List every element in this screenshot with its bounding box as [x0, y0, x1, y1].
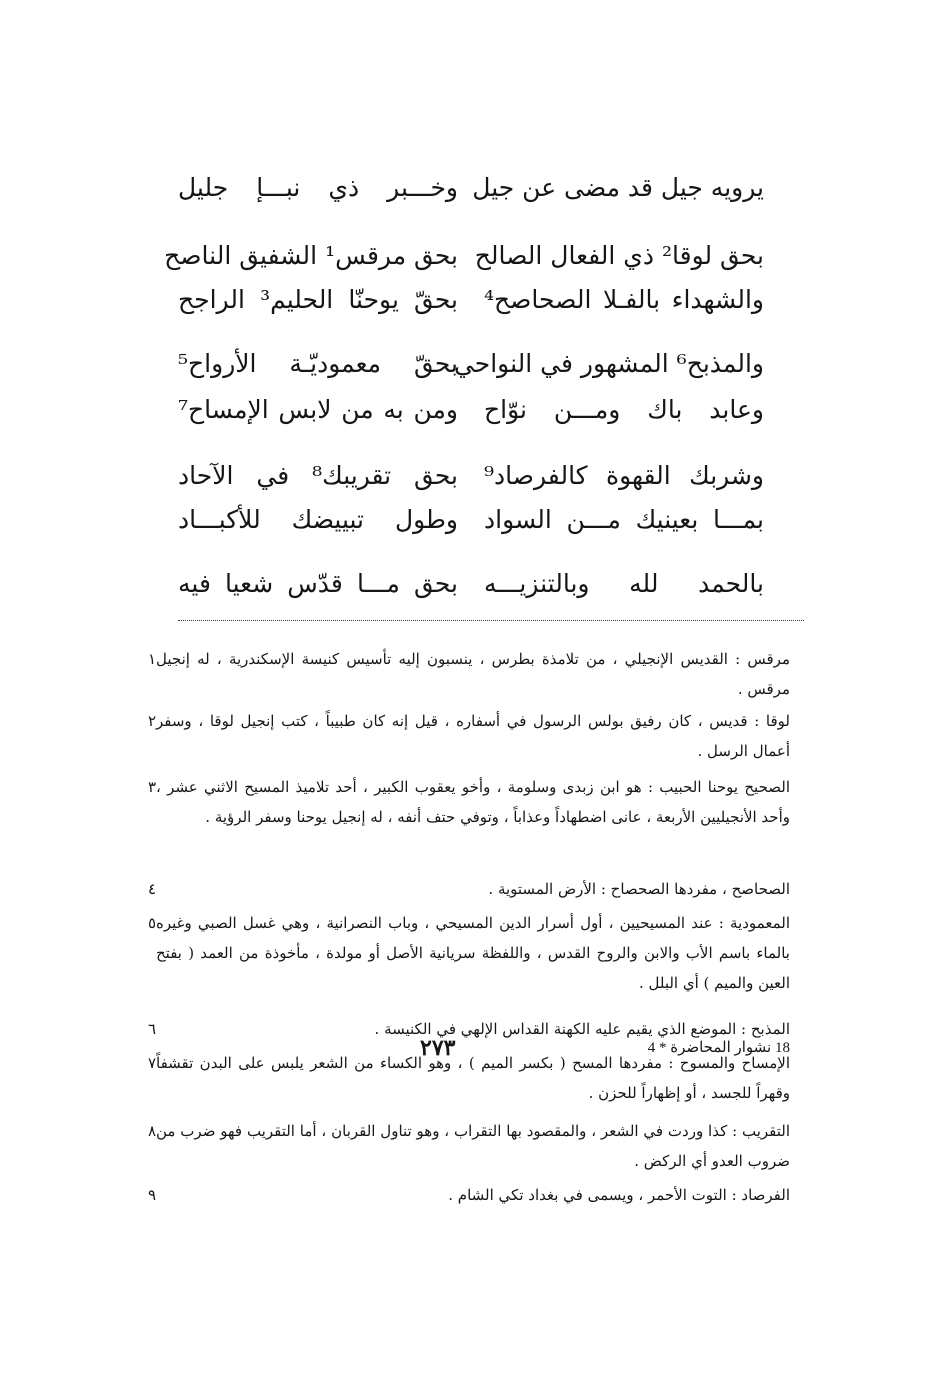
footnote-4 [130, 874, 790, 904]
verse-second-hemistich: بالحمد لله وبالتنزيـــه [484, 569, 764, 598]
verse-second-hemistich: بحق لوقا² ذي الفعال الصالح [474, 241, 764, 270]
footnote-text: مرقس : القديس الإنجيلي ، من تلامذة بطرس ، ينسبون إليه تأسيس كنيسة الإسكندرية ، له إنجيل مرقس . [156, 650, 790, 698]
verse-first-hemistich: بحقّ يوحنّا الحليم³ الراجح [178, 285, 458, 314]
footnote-5 [130, 908, 790, 998]
footnote-number: ٩ [147, 1186, 156, 1204]
poem-verse-2 [164, 234, 764, 278]
verse-first-hemistich: بحق تقريبك⁸ في الآحاد [178, 461, 458, 490]
verse-second-hemistich: يرويه جيل قد مضى عن جيل [472, 173, 764, 202]
footnote-text: لوقا : قديس ، كان رفيق بولس الرسول في أسفاره ، قيل إنه كان طبيباً ، كتب إنجيل لوقا ، وسفر أعمال الرسل . [156, 712, 790, 760]
footnote-9 [130, 1180, 790, 1210]
page-number: ٢٧٣ [420, 1035, 456, 1061]
page-footer [410, 1033, 790, 1063]
poem-verse-7 [178, 498, 764, 542]
footnote-text: الصحيح يوحنا الحبيب : هو ابن زبدى وسلومة ، وأخو يعقوب الكبير ، أحد تلاميذ المسيح الاثني عشر ، وأحد الأنجيليين الأربعة ، عانى اضطهاداً وعذاباً ، وتوفي حتف أنفه ، له إنجيل يوحنا وسفر الرؤية . [156, 778, 790, 826]
verse-second-hemistich: وعابد باك ومـــن نوّاح [484, 395, 764, 424]
footnote-number: ٥ [147, 914, 156, 932]
printer-signature: 18 نشوار المحاضرة * 4 [647, 1040, 790, 1056]
poem-verse-3 [178, 278, 764, 322]
footnote-number: ١ [147, 650, 156, 668]
verse-second-hemistich: والمذبح⁶ المشهور في النواحي [453, 349, 764, 378]
verse-first-hemistich: ومن به من لابس الإمساح⁷ [178, 395, 458, 424]
footnote-text: الإمساح والمسوح : مفردها المسح ( بكسر الميم ) ، وهو الكساء من الشعر يلبس على البدن تقشفاً وقهراً للجسد ، أو إظهاراً للحزن . [156, 1054, 790, 1102]
verse-first-hemistich: بحق مرقس¹ الشفيق الناصح [164, 241, 458, 270]
footnote-8 [130, 1116, 790, 1176]
footnote-number: ٧ [147, 1054, 156, 1072]
verse-first-hemistich: بحقّ معموديّـة الأرواح⁵ [178, 349, 458, 378]
footnote-number: ٢ [147, 712, 156, 730]
footnote-text: المعمودية : عند المسيحيين ، أول أسرار الدين المسيحي ، وباب النصرانية ، وهي غسل الصبي وغيره بالماء باسم الأب والابن والروح القدس ، واللفظة سريانية الأصل أو مولدة ، مأخوذة من العمد ( بفتح العين والميم ) أي البلل . [156, 914, 790, 992]
poem-verse-8 [178, 562, 764, 606]
poem-verse-1 [178, 166, 764, 210]
verse-first-hemistich: وخـــبر ذي نبـــإ جليل [178, 173, 458, 202]
footnote-text: الفرصاد : التوت الأحمر ، ويسمى في بغداد تكي الشام . [448, 1186, 790, 1204]
footnote-number: ٣ [147, 778, 156, 796]
footnote-text: التقريب : كذا وردت في الشعر ، والمقصود بها التقراب ، وهو تناول القربان ، أما التقريب فهو ضرب من ضروب العدو أي الركض . [156, 1122, 790, 1170]
footnote-text: المذبح : الموضع الذي يقيم عليه الكهنة القداس الإلهي في الكنيسة . [374, 1020, 790, 1038]
footnote-separator [178, 620, 804, 621]
verse-first-hemistich: بحق مـــا قدّس شعيا فيه [178, 569, 458, 598]
verse-second-hemistich: والشهداء بالفـلا الصحاصح⁴ [484, 285, 764, 314]
poem-verse-5 [178, 388, 764, 432]
footnote-number: ٦ [147, 1020, 156, 1038]
footnote-1 [130, 644, 790, 704]
footnote-3 [130, 772, 790, 832]
verse-second-hemistich: وشربك القهوة كالفرصاد⁹ [484, 461, 764, 490]
footnote-number: ٤ [147, 880, 156, 898]
poem-verse-4 [178, 342, 764, 386]
verse-second-hemistich: بمـــا بعينيك مـــن السواد [484, 505, 764, 534]
poem-verse-6 [178, 454, 764, 498]
footnote-text: الصحاصح ، مفردها الصحصاح : الأرض المستوية . [488, 880, 790, 898]
verse-first-hemistich: وطول تبييضك للأكبـــاد [178, 505, 458, 534]
footnote-number: ٨ [147, 1122, 156, 1140]
footnote-2 [130, 706, 790, 766]
